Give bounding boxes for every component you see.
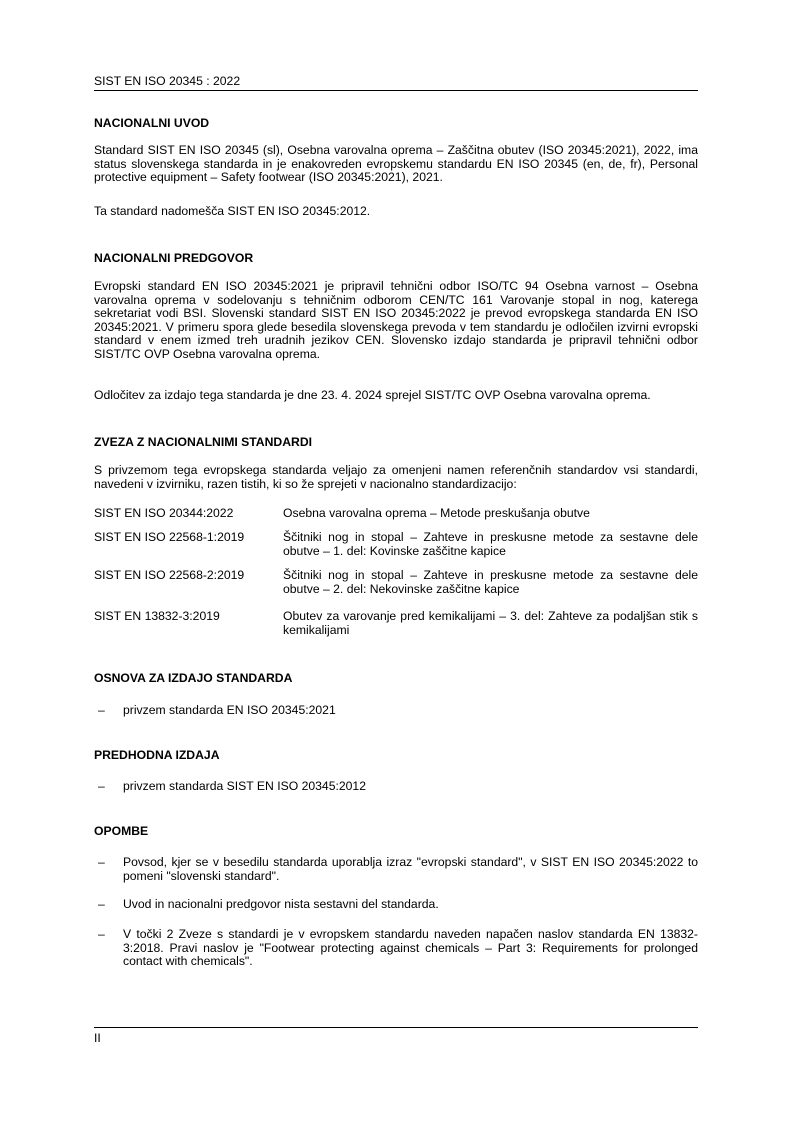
list-item [94,928,698,969]
dash-marker: – [98,897,105,911]
dash-marker: – [98,703,105,717]
paragraph-text: S privzemom tega evropskega standarda veljajo za omenjeni namen referenčnih standardov vsi standardi, navedeni v izvirniku, razen tistih, ki so že sprejeti v nacionalno standardizacijo: [94,463,698,491]
paragraph-text: Odločitev za izdajo tega standarda je dne 23. 4. 2024 sprejel SIST/TC OVP Osebna varovalna oprema. [94,388,651,402]
list-item-text: Uvod in nacionalni predgovor nista sestavni del standarda. [123,897,439,911]
page-header [94,74,698,91]
paragraph [94,464,698,491]
dash-marker: – [98,927,105,941]
list-item [94,898,698,912]
section-heading: NACIONALNI PREDGOVOR [94,251,254,265]
section-heading: OPOMBE [94,824,149,838]
paragraph [94,144,698,185]
dash-marker: – [98,855,105,869]
reference-title: Obutev za varovanje pred kemikalijami – 3. del: Zahteve za podaljšan stik s kemikalijami [283,609,698,637]
reference-code: SIST EN ISO 22568-1:2019 [94,530,245,544]
paragraph [94,389,698,403]
reference-title: Ščitniki nog in stopal – Zahteve in preskusne metode za sestavne dele obutve – 1. del: Kovinske zaščitne kapice [283,530,698,558]
reference-row [94,569,698,596]
section-heading: ZVEZA Z NACIONALNIMI STANDARDI [94,435,313,449]
section-opombe [94,824,698,839]
paragraph [94,205,698,219]
paragraph-text: Standard SIST EN ISO 20345 (sl), Osebna varovalna oprema – Zaščitna obutev (ISO 20345:2021), 2022, ima status slovenskega standarda in je enakovreden evropskemu standardu EN ISO 20345 (en, de, fr), Personal protective equipment – Safety footwear (ISO 20345:2021), 2021. [94,143,698,185]
paragraph-text: Evropski standard EN ISO 20345:2021 je pripravil tehnični odbor ISO/TC 94 Osebna varnost – Osebna varovalna oprema v sodelovanju s tehničnim odborom CEN/TC 161 Varovanje stopal in nog, katerega sekretariat vodi BSI. Slovenski standard SIST EN ISO 20345:2022 je prevod evropskega standarda EN ISO 20345:2021. V primeru spora glede besedila slovenskega prevoda v tem standardu je odločilen izvirni evropski standard v enem izmed treh uradnih jezikov CEN. Slovensko izdajo standarda je pripravil tehnični odbor SIST/TC OVP Osebna varovalna oprema. [94,279,698,361]
page-footer [94,1027,698,1045]
paragraph [94,280,698,362]
list-item-text: V točki 2 Zveze s standardi je v evropskem standardu naveden napačen naslov standarda EN 13832-3:2018. Pravi naslov je "Footwear protecting against chemicals – Part 3: Requirements for prolonged contact with chemicals". [123,927,698,969]
reference-row [94,507,698,521]
section-heading: NACIONALNI UVOD [94,116,210,130]
reference-code: SIST EN ISO 22568-2:2019 [94,568,245,582]
list-item [94,780,698,794]
section-heading: PREDHODNA IZDAJA [94,748,220,762]
reference-title: Ščitniki nog in stopal – Zahteve in preskusne metode za sestavne dele obutve – 2. del: Nekovinske zaščitne kapice [283,568,698,596]
reference-title: Osebna varovalna oprema – Metode preskušanja obutve [283,506,590,520]
section-nacionalni-predgovor [94,251,698,266]
paragraph-text: Ta standard nadomešča SIST EN ISO 20345:2012. [94,204,371,218]
section-predhodna [94,748,698,763]
section-zveza [94,435,698,450]
reference-code: SIST EN 13832-3:2019 [94,609,220,623]
list-item-text: privzem standarda SIST EN ISO 20345:2012 [123,779,366,793]
document-id: SIST EN ISO 20345 : 2022 [94,74,241,88]
page-number: II [94,1031,101,1045]
list-item-text: privzem standarda EN ISO 20345:2021 [123,703,336,717]
reference-code: SIST EN ISO 20344:2022 [94,506,234,520]
dash-marker: – [98,779,105,793]
section-nacionalni-uvod [94,116,698,131]
list-item-text: Povsod, kjer se v besedilu standarda uporablja izraz "evropski standard", v SIST EN ISO 20345:2022 to pomeni "slovenski standard". [123,855,698,883]
list-item [94,704,698,718]
list-item [94,856,698,883]
section-heading: OSNOVA ZA IZDAJO STANDARDA [94,671,293,685]
reference-row [94,610,698,637]
reference-row [94,531,698,558]
section-osnova [94,671,698,686]
